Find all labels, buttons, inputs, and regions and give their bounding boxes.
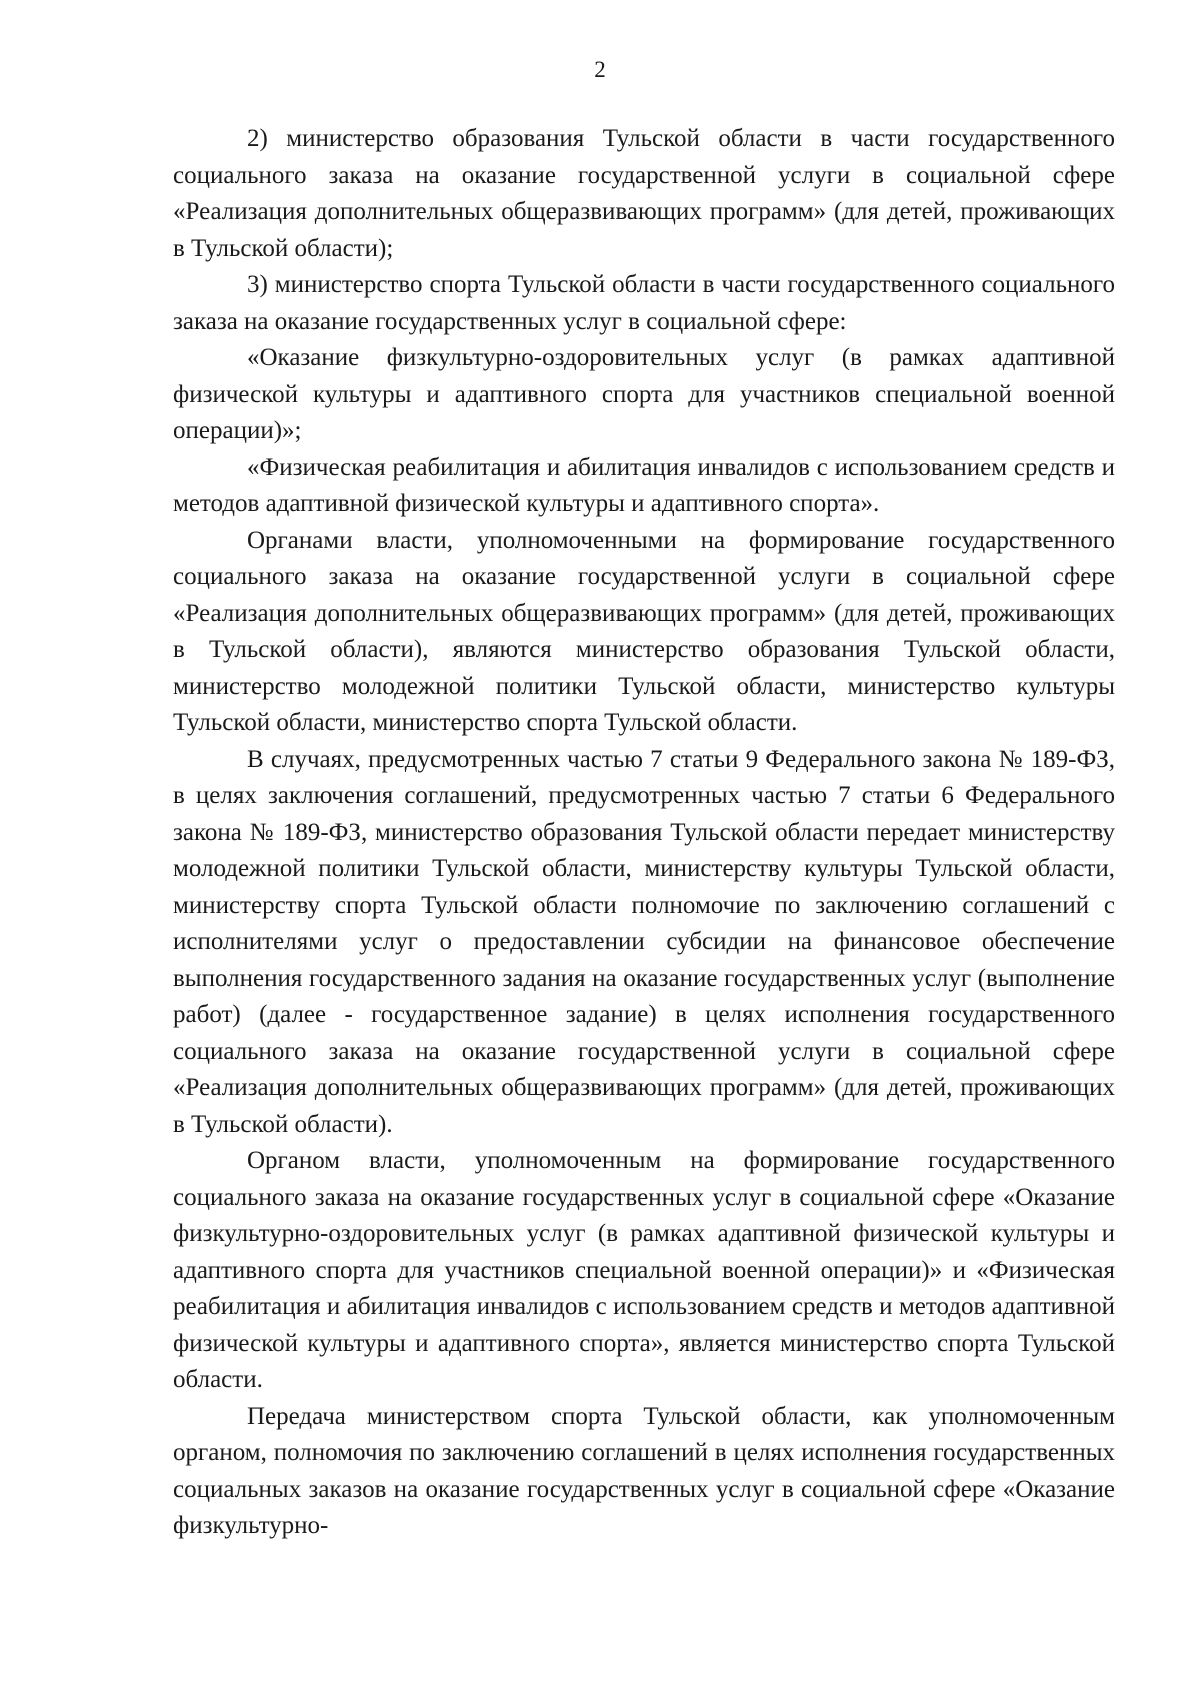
paragraph-authorized-body-sport: Органом власти, уполномоченным на формирование государственного социального заказа на оказание государственных услуг в социальной сфере «Оказание физкультурно-оздоровительных услуг (в рамках адаптивной физической культуры и адаптивного спорта для участников специальной военной операции)» и «Физическая реабилитация и абилитация инвалидов с использованием средств и методов адаптивной физической культуры и адаптивного спорта», является министерство спорта Тульской области.: [173, 1147, 1115, 1393]
paragraph-item-3-sport: 3) министерство спорта Тульской области в части государственного социального заказа на оказание государственных услуг в социальной сфере:: [173, 271, 1115, 335]
document-body: [173, 121, 1115, 1545]
paragraph-service-rehabilitation: «Физическая реабилитация и абилитация инвалидов с использованием средств и методов адаптивной физической культуры и адаптивного спорта».: [173, 453, 1115, 517]
paragraph-item-2-education: 2) министерство образования Тульской области в части государственного социального заказа на оказание государственной услуги в социальной сфере «Реализация дополнительных общеразвивающих программ» (для детей, проживающих в Тульской области);: [173, 125, 1115, 262]
paragraph-service-fitness: «Оказание физкультурно-оздоровительных услуг (в рамках адаптивной физической культуры и адаптивного спорта для участников специальной военной операции)»;: [173, 344, 1115, 444]
page-number: 2: [594, 57, 606, 82]
paragraph-transfer-powers: Передача министерством спорта Тульской области, как уполномоченным органом, полномочия по заключению соглашений в целях исполнения государственных социальных заказов на оказание государственных услуг в социальной сфере «Оказание физкультурно-: [173, 1402, 1115, 1539]
paragraph-authorized-bodies: Органами власти, уполномоченными на формирование государственного социального заказа на оказание государственной услуги в социальной сфере «Реализация дополнительных общеразвивающих программ» (для детей, проживающих в Тульской области), являются министерство образования Тульской области, министерство молодежной политики Тульской области, министерство культуры Тульской области, министерство спорта Тульской области.: [173, 526, 1115, 736]
paragraph-cases-189fz: В случаях, предусмотренных частью 7 статьи 9 Федерального закона № 189-ФЗ, в целях заключения соглашений, предусмотренных частью 7 статьи 6 Федерального закона № 189-ФЗ, министерство образования Тульской области передает министерству молодежной политики Тульской области, министерству культуры Тульской области, министерству спорта Тульской области полномочие по заключению соглашений с исполнителями услуг о предоставлении субсидии на финансовое обеспечение выполнения государственного задания на оказание государственных услуг (выполнение работ) (далее - государственное задание) в целях исполнения государственного социального заказа на оказание государственной услуги в социальной сфере «Реализация дополнительных общеразвивающих программ» (для детей, проживающих в Тульской области).: [173, 745, 1115, 1138]
